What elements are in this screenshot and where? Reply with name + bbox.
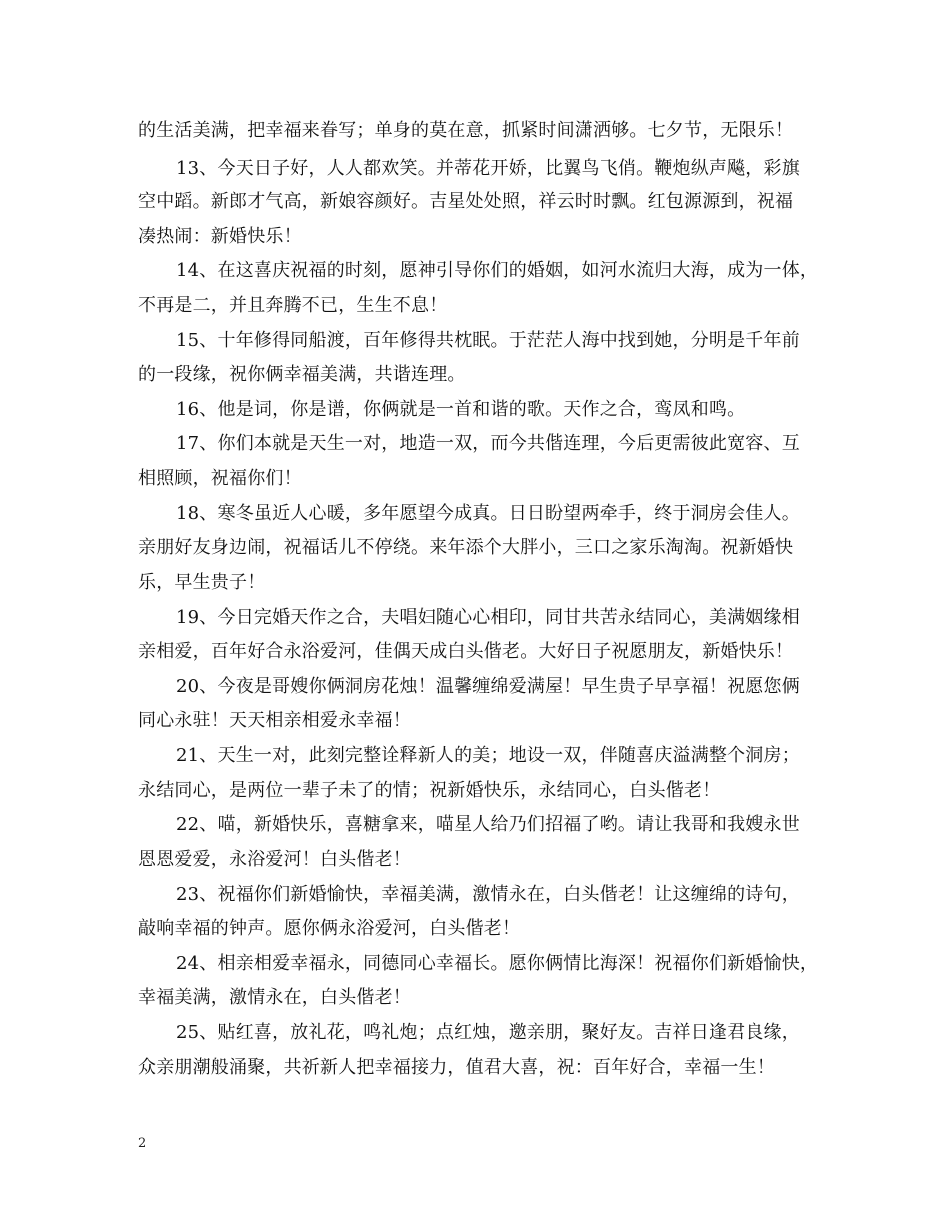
text-line: 相照顾，祝福你们！ xyxy=(138,468,302,489)
text-line: 24、相亲相爱幸福永，同德同心幸福长。愿你俩情比海深！祝福你们新婚愉快， xyxy=(176,953,819,974)
text-line: 凑热闹：新婚快乐！ xyxy=(138,226,302,247)
text-line: 众亲朋潮般涌聚，共祈新人把幸福接力，值君大喜，祝：百年好合，幸福一生！ xyxy=(138,1057,775,1078)
text-line: 23、祝福你们新婚愉快，幸福美满，激情永在，白头偕老！让这缠绵的诗句， xyxy=(176,884,800,905)
text-line: 25、贴红喜，放礼花，鸣礼炮；点红烛，邀亲朋，聚好友。吉祥日逢君良缘， xyxy=(176,1022,800,1043)
text-line: 13、今天日子好，人人都欢笑。并蒂花开娇，比翼鸟飞俏。鞭炮纵声飚，彩旗 xyxy=(176,158,800,179)
text-line: 22、喵，新婚快乐，喜糖拿来，喵星人给乃们招福了哟。请让我哥和我嫂永世 xyxy=(176,814,800,835)
text-line: 亲相爱，百年好合永浴爱河，佳偶天成白头偕老。大好日子祝愿朋友，新婚快乐！ xyxy=(138,641,794,662)
text-line: 恩恩爱爱，永浴爱河！白头偕老！ xyxy=(138,849,411,870)
text-line: 不再是二，并且奔腾不已，生生不息！ xyxy=(138,295,448,316)
text-line: 15、十年修得同船渡，百年修得共枕眠。于茫茫人海中找到她，分明是千年前 xyxy=(176,330,800,351)
text-line: 乐，早生贵子！ xyxy=(138,572,266,593)
text-line: 20、今夜是哥嫂你俩洞房花烛！温馨缠绵爱满屋！早生贵子早享福！祝愿您俩 xyxy=(176,676,800,697)
text-line: 19、今日完婚天作之合，夫唱妇随心心相印，同甘共苦永结同心，美满姻缘相 xyxy=(176,607,800,628)
text-line: 17、你们本就是天生一对，地造一双，而今共偕连理，今后更需彼此宽容、互 xyxy=(176,433,800,454)
text-line: 的一段缘，祝你俩幸福美满，共谐连理。 xyxy=(138,364,466,385)
page-number: 2 xyxy=(138,1136,147,1151)
text-line: 21、天生一对，此刻完整诠释新人的美；地设一双，伴随喜庆溢满整个洞房； xyxy=(176,745,800,766)
text-line: 空中蹈。新郎才气高，新娘容颜好。吉星处处照，祥云时时飘。红包源源到，祝福 xyxy=(138,191,794,212)
text-line: 亲朋好友身边闹，祝福话儿不停绕。来年添个大胖小，三口之家乐淘淘。祝新婚快 xyxy=(138,537,794,558)
text-line: 16、他是词，你是谱，你俩就是一首和谐的歌。天作之合，鸾凤和鸣。 xyxy=(176,399,746,420)
text-line: 幸福美满，激情永在，白头偕老！ xyxy=(138,987,411,1008)
text-line: 同心永驻！天天相亲相爱永幸福！ xyxy=(138,710,411,731)
text-line: 18、寒冬虽近人心暖，多年愿望今成真。日日盼望两牵手，终于洞房会佳人。 xyxy=(176,503,800,524)
text-line: 14、在这喜庆祝福的时刻，愿神引导你们的婚姻，如河水流归大海，成为一体， xyxy=(176,260,819,281)
text-line: 敲响幸福的钟声。愿你俩永浴爱河，白头偕老！ xyxy=(138,918,521,939)
text-line: 永结同心，是两位一辈子未了的情；祝新婚快乐，永结同心，白头偕老！ xyxy=(138,780,721,801)
text-line: 的生活美满，把幸福来眷写；单身的莫在意，抓紧时间潇洒够。七夕节，无限乐！ xyxy=(138,120,794,141)
